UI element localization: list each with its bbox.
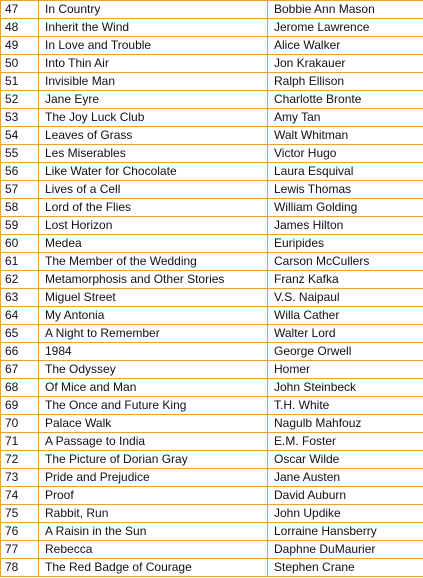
table-body xyxy=(1,1,423,577)
row-number: 51 xyxy=(1,73,39,91)
table-row xyxy=(1,181,423,199)
book-author: Carson McCullers xyxy=(268,253,423,271)
book-title: The Joy Luck Club xyxy=(39,109,268,127)
book-title: Pride and Prejudice xyxy=(39,469,268,487)
row-number: 53 xyxy=(1,109,39,127)
book-title: Metamorphosis and Other Stories xyxy=(39,271,268,289)
row-number: 59 xyxy=(1,217,39,235)
row-number: 63 xyxy=(1,289,39,307)
row-number: 67 xyxy=(1,361,39,379)
table-row xyxy=(1,523,423,541)
book-title: In Country xyxy=(39,1,268,19)
row-number: 61 xyxy=(1,253,39,271)
row-number: 64 xyxy=(1,307,39,325)
book-title: Proof xyxy=(39,487,268,505)
row-number: 49 xyxy=(1,37,39,55)
book-title: Miguel Street xyxy=(39,289,268,307)
book-author: Homer xyxy=(268,361,423,379)
book-title: Invisible Man xyxy=(39,73,268,91)
table-row xyxy=(1,163,423,181)
row-number: 60 xyxy=(1,235,39,253)
book-author: James Hilton xyxy=(268,217,423,235)
book-author: Charlotte Bronte xyxy=(268,91,423,109)
row-number: 55 xyxy=(1,145,39,163)
book-author: T.H. White xyxy=(268,397,423,415)
row-number: 57 xyxy=(1,181,39,199)
book-author: Jon Krakauer xyxy=(268,55,423,73)
table-row xyxy=(1,505,423,523)
table-row xyxy=(1,109,423,127)
row-number: 73 xyxy=(1,469,39,487)
table-row xyxy=(1,73,423,91)
book-title: Jane Eyre xyxy=(39,91,268,109)
row-number: 48 xyxy=(1,19,39,37)
table-row xyxy=(1,19,423,37)
book-title: A Night to Remember xyxy=(39,325,268,343)
book-title: Like Water for Chocolate xyxy=(39,163,268,181)
table-row xyxy=(1,271,423,289)
table-row xyxy=(1,289,423,307)
book-title: The Odyssey xyxy=(39,361,268,379)
book-title: A Passage to India xyxy=(39,433,268,451)
book-author: E.M. Foster xyxy=(268,433,423,451)
table-row xyxy=(1,55,423,73)
book-title: 1984 xyxy=(39,343,268,361)
row-number: 58 xyxy=(1,199,39,217)
book-author: Ralph Ellison xyxy=(268,73,423,91)
row-number: 68 xyxy=(1,379,39,397)
book-author: Laura Esquival xyxy=(268,163,423,181)
row-number: 78 xyxy=(1,559,39,577)
book-author: Victor Hugo xyxy=(268,145,423,163)
book-author: Euripides xyxy=(268,235,423,253)
book-title: Lives of a Cell xyxy=(39,181,268,199)
row-number: 62 xyxy=(1,271,39,289)
row-number: 54 xyxy=(1,127,39,145)
book-title: In Love and Trouble xyxy=(39,37,268,55)
book-title: My Antonia xyxy=(39,307,268,325)
row-number: 77 xyxy=(1,541,39,559)
book-title: The Once and Future King xyxy=(39,397,268,415)
table-row xyxy=(1,397,423,415)
row-number: 65 xyxy=(1,325,39,343)
book-title: Leaves of Grass xyxy=(39,127,268,145)
book-title: Of Mice and Man xyxy=(39,379,268,397)
book-title: The Picture of Dorian Gray xyxy=(39,451,268,469)
book-author: V.S. Naipaul xyxy=(268,289,423,307)
book-title: Palace Walk xyxy=(39,415,268,433)
book-author: Alice Walker xyxy=(268,37,423,55)
book-title: The Member of the Wedding xyxy=(39,253,268,271)
book-title: Inherit the Wind xyxy=(39,19,268,37)
row-number: 76 xyxy=(1,523,39,541)
book-author: Walter Lord xyxy=(268,325,423,343)
row-number: 74 xyxy=(1,487,39,505)
book-author: Daphne DuMaurier xyxy=(268,541,423,559)
table-row xyxy=(1,235,423,253)
book-title: The Red Badge of Courage xyxy=(39,559,268,577)
table-row xyxy=(1,307,423,325)
book-author: William Golding xyxy=(268,199,423,217)
table-row xyxy=(1,541,423,559)
book-author: George Orwell xyxy=(268,343,423,361)
table-row xyxy=(1,145,423,163)
row-number: 50 xyxy=(1,55,39,73)
book-author: John Steinbeck xyxy=(268,379,423,397)
row-number: 52 xyxy=(1,91,39,109)
table-row xyxy=(1,361,423,379)
table-row xyxy=(1,415,423,433)
book-title: Into Thin Air xyxy=(39,55,268,73)
row-number: 70 xyxy=(1,415,39,433)
book-title: Rabbit, Run xyxy=(39,505,268,523)
table-row xyxy=(1,343,423,361)
table-row xyxy=(1,217,423,235)
book-title: Lord of the Flies xyxy=(39,199,268,217)
row-number: 71 xyxy=(1,433,39,451)
book-author: Oscar Wilde xyxy=(268,451,423,469)
book-author: Jerome Lawrence xyxy=(268,19,423,37)
book-author: Stephen Crane xyxy=(268,559,423,577)
book-title: Medea xyxy=(39,235,268,253)
row-number: 72 xyxy=(1,451,39,469)
row-number: 75 xyxy=(1,505,39,523)
book-author: Willa Cather xyxy=(268,307,423,325)
table-row xyxy=(1,199,423,217)
table-row xyxy=(1,253,423,271)
table-row xyxy=(1,1,423,19)
book-author: Walt Whitman xyxy=(268,127,423,145)
table-row xyxy=(1,559,423,577)
book-author: John Updike xyxy=(268,505,423,523)
row-number: 47 xyxy=(1,1,39,19)
book-author: Jane Austen xyxy=(268,469,423,487)
row-number: 69 xyxy=(1,397,39,415)
row-number: 56 xyxy=(1,163,39,181)
book-title: Lost Horizon xyxy=(39,217,268,235)
book-author: Lorraine Hansberry xyxy=(268,523,423,541)
book-author: Nagulb Mahfouz xyxy=(268,415,423,433)
book-author: David Auburn xyxy=(268,487,423,505)
book-title: Les Miserables xyxy=(39,145,268,163)
book-author: Franz Kafka xyxy=(268,271,423,289)
table-row xyxy=(1,469,423,487)
table-row xyxy=(1,325,423,343)
table-row xyxy=(1,433,423,451)
table-row xyxy=(1,91,423,109)
book-author: Lewis Thomas xyxy=(268,181,423,199)
row-number: 66 xyxy=(1,343,39,361)
book-title: Rebecca xyxy=(39,541,268,559)
table-row xyxy=(1,127,423,145)
book-title: A Raisin in the Sun xyxy=(39,523,268,541)
book-author: Bobbie Ann Mason xyxy=(268,1,423,19)
table-row xyxy=(1,379,423,397)
table-row xyxy=(1,37,423,55)
book-author: Amy Tan xyxy=(268,109,423,127)
table-row xyxy=(1,451,423,469)
table-row xyxy=(1,487,423,505)
